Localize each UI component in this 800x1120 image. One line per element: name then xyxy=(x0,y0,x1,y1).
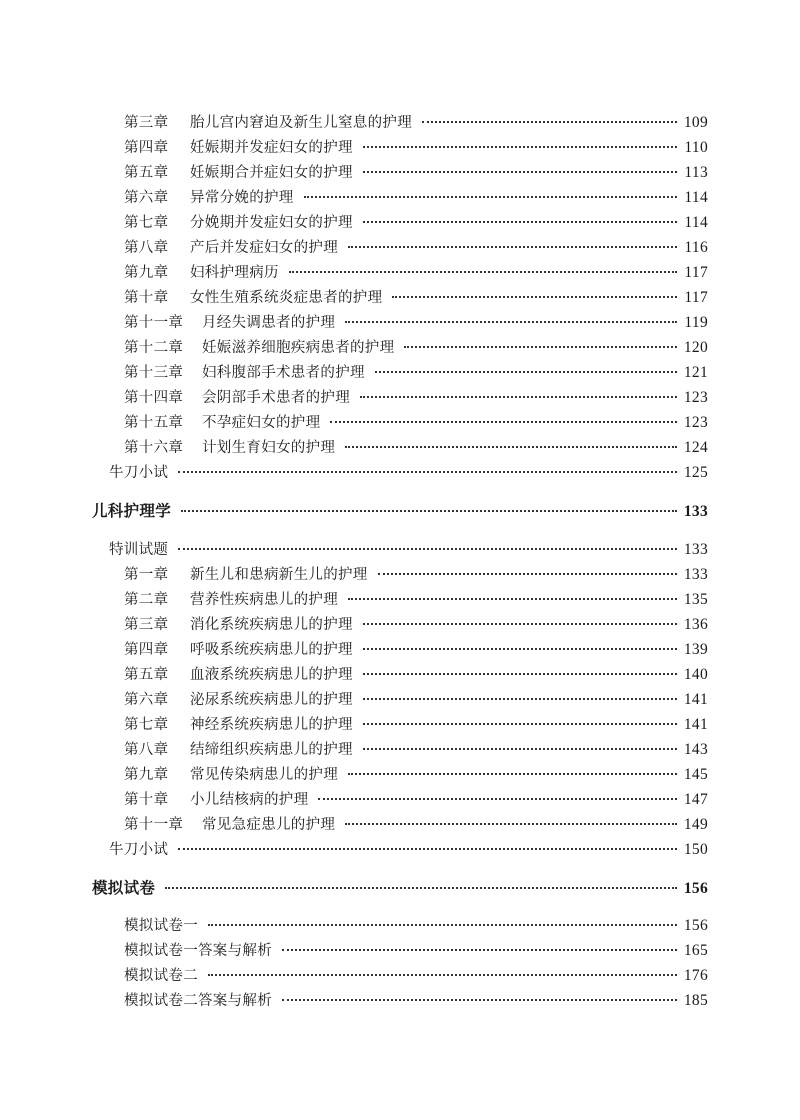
dot-leader xyxy=(348,246,677,248)
dot-leader xyxy=(282,999,677,1001)
toc-entry[interactable] xyxy=(124,212,708,234)
toc-entry[interactable] xyxy=(124,764,708,786)
chapter-number: 第四章 xyxy=(124,140,169,156)
chapter-number: 第十一章 xyxy=(124,817,184,833)
chapter-title: 妇科护理病历 xyxy=(190,265,279,281)
dot-leader xyxy=(304,196,678,198)
dot-leader xyxy=(363,673,677,675)
chapter-number: 第十五章 xyxy=(124,415,184,431)
toc-entry[interactable] xyxy=(124,739,708,761)
page-number: 120 xyxy=(683,339,708,356)
section-title: 儿科护理学 xyxy=(92,502,172,520)
chapter-title: 常见急症患儿的护理 xyxy=(202,817,336,833)
dot-leader xyxy=(363,648,677,650)
page-number: 156 xyxy=(683,917,708,934)
section-title: 模拟试卷 xyxy=(92,879,156,897)
page-number: 140 xyxy=(683,666,708,683)
toc-entry[interactable] xyxy=(124,614,708,636)
toc-entry-practice-test[interactable] xyxy=(109,462,708,484)
chapter-number: 第四章 xyxy=(124,642,169,658)
toc-entry[interactable] xyxy=(124,312,708,334)
page-number: 149 xyxy=(683,816,708,833)
toc-entry[interactable] xyxy=(124,589,708,611)
page-number: 109 xyxy=(683,114,708,131)
dot-leader xyxy=(318,798,676,800)
dot-leader xyxy=(360,396,677,398)
toc-entry[interactable] xyxy=(124,437,708,459)
chapter-number: 第十六章 xyxy=(124,440,184,456)
dot-leader xyxy=(178,471,677,473)
page-number: 156 xyxy=(683,880,708,897)
chapter-title: 呼吸系统疾病患儿的护理 xyxy=(190,642,353,658)
page-number: 143 xyxy=(683,741,708,758)
page-number: 147 xyxy=(683,791,708,808)
toc-entry[interactable] xyxy=(124,789,708,811)
page-number: 124 xyxy=(683,439,708,456)
entry-title: 特训试题 xyxy=(109,542,169,558)
chapter-number: 第十三章 xyxy=(124,365,184,381)
chapter-number: 第八章 xyxy=(124,742,169,758)
toc-entry[interactable] xyxy=(124,187,708,209)
toc-entry[interactable] xyxy=(124,337,708,359)
page-number: 139 xyxy=(683,641,708,658)
chapter-title: 月经失调患者的护理 xyxy=(202,315,336,331)
chapter-title: 不孕症妇女的护理 xyxy=(202,415,321,431)
page-number: 114 xyxy=(684,189,708,206)
toc-entry-practice-test[interactable] xyxy=(109,839,708,861)
page-number: 135 xyxy=(683,591,708,608)
chapter-number: 第八章 xyxy=(124,240,169,256)
chapter-number: 第十章 xyxy=(124,290,169,306)
toc-entry[interactable] xyxy=(124,814,708,836)
dot-leader xyxy=(363,623,677,625)
chapter-title: 胎儿宫内窘迫及新生儿窒息的护理 xyxy=(190,115,412,131)
dot-leader xyxy=(404,346,676,348)
dot-leader xyxy=(165,887,677,889)
entry-title: 牛刀小试 xyxy=(109,465,169,481)
dot-leader xyxy=(345,321,677,323)
dot-leader xyxy=(422,121,677,123)
dot-leader xyxy=(348,773,677,775)
page-number: 133 xyxy=(683,541,708,558)
page-number: 113 xyxy=(684,164,708,181)
chapter-title: 营养性疾病患儿的护理 xyxy=(190,592,338,608)
page-number: 185 xyxy=(683,992,708,1009)
chapter-title: 妊娠期合并症妇女的护理 xyxy=(190,165,353,181)
toc-entry[interactable] xyxy=(124,564,708,586)
chapter-number: 第六章 xyxy=(124,692,169,708)
entry-title: 模拟试卷二 xyxy=(124,968,198,984)
toc-section-heading[interactable] xyxy=(92,500,708,522)
page-number: 136 xyxy=(683,616,708,633)
chapter-title: 女性生殖系统炎症患者的护理 xyxy=(190,290,383,306)
dot-leader xyxy=(363,723,677,725)
chapter-title: 神经系统疾病患儿的护理 xyxy=(190,717,353,733)
toc-entry[interactable] xyxy=(124,262,708,284)
entry-title: 模拟试卷一答案与解析 xyxy=(124,943,272,959)
entry-title: 模拟试卷一 xyxy=(124,918,198,934)
toc-entry[interactable] xyxy=(124,237,708,259)
chapter-number: 第七章 xyxy=(124,215,169,231)
toc-entry-mock-exam[interactable] xyxy=(124,965,708,987)
chapter-title: 妇科腹部手术患者的护理 xyxy=(202,365,365,381)
page-number: 125 xyxy=(683,464,708,481)
page-number: 141 xyxy=(683,691,708,708)
chapter-number: 第五章 xyxy=(124,165,169,181)
entry-title: 牛刀小试 xyxy=(109,842,169,858)
toc-entry[interactable] xyxy=(124,362,708,384)
dot-leader xyxy=(363,221,678,223)
page-number: 123 xyxy=(683,414,708,431)
dot-leader xyxy=(392,296,677,298)
chapter-number: 第六章 xyxy=(124,190,169,206)
page-number: 119 xyxy=(684,314,708,331)
chapter-title: 结缔组织疾病患儿的护理 xyxy=(190,742,353,758)
dot-leader xyxy=(363,146,678,148)
toc-entry-mock-exam[interactable] xyxy=(124,915,708,937)
chapter-title: 异常分娩的护理 xyxy=(190,190,294,206)
page-number: 176 xyxy=(683,967,708,984)
dot-leader xyxy=(330,421,676,423)
toc-entry[interactable] xyxy=(124,287,708,309)
chapter-number: 第九章 xyxy=(124,767,169,783)
page-number: 123 xyxy=(683,389,708,406)
chapter-title: 妊娠滋养细胞疾病患者的护理 xyxy=(202,340,395,356)
page-number: 133 xyxy=(683,566,708,583)
dot-leader xyxy=(208,924,677,926)
toc-entry[interactable] xyxy=(124,689,708,711)
dot-leader xyxy=(345,823,677,825)
chapter-number: 第一章 xyxy=(124,567,169,583)
toc-entry[interactable] xyxy=(124,664,708,686)
chapter-number: 第十章 xyxy=(124,792,169,808)
toc-entry[interactable] xyxy=(124,387,708,409)
chapter-number: 第十一章 xyxy=(124,315,184,331)
dot-leader xyxy=(181,510,677,512)
chapter-number: 第二章 xyxy=(124,592,169,608)
toc-section-heading[interactable] xyxy=(92,877,708,899)
chapter-number: 第九章 xyxy=(124,265,169,281)
chapter-title: 小儿结核病的护理 xyxy=(190,792,309,808)
dot-leader xyxy=(345,446,677,448)
chapter-title: 计划生育妇女的护理 xyxy=(202,440,336,456)
chapter-title: 妊娠期并发症妇女的护理 xyxy=(190,140,353,156)
chapter-title: 常见传染病患儿的护理 xyxy=(190,767,338,783)
chapter-title: 会阴部手术患者的护理 xyxy=(202,390,350,406)
dot-leader xyxy=(363,698,677,700)
dot-leader xyxy=(378,573,677,575)
chapter-number: 第五章 xyxy=(124,667,169,683)
chapter-title: 分娩期并发症妇女的护理 xyxy=(190,215,353,231)
chapter-title: 消化系统疾病患儿的护理 xyxy=(190,617,353,633)
dot-leader xyxy=(375,371,677,373)
chapter-title: 泌尿系统疾病患儿的护理 xyxy=(190,692,353,708)
toc-entry[interactable] xyxy=(124,137,708,159)
entry-title: 模拟试卷二答案与解析 xyxy=(124,993,272,1009)
dot-leader xyxy=(289,271,678,273)
page-number: 165 xyxy=(683,942,708,959)
dot-leader xyxy=(178,548,677,550)
toc-entry[interactable] xyxy=(124,412,708,434)
toc-entry-training[interactable] xyxy=(109,539,708,561)
toc-entry[interactable] xyxy=(124,162,708,184)
page-number: 117 xyxy=(684,289,708,306)
toc-entry[interactable] xyxy=(124,112,708,134)
page-number: 133 xyxy=(683,503,708,520)
toc-entry-mock-exam[interactable] xyxy=(124,990,708,1012)
page-number: 114 xyxy=(684,214,708,231)
dot-leader xyxy=(348,598,677,600)
chapter-title: 新生儿和患病新生儿的护理 xyxy=(190,567,368,583)
dot-leader xyxy=(208,974,677,976)
page-number: 141 xyxy=(683,716,708,733)
dot-leader xyxy=(282,949,677,951)
chapter-title: 血液系统疾病患儿的护理 xyxy=(190,667,353,683)
page-number: 117 xyxy=(684,264,708,281)
page-number: 116 xyxy=(684,239,708,256)
dot-leader xyxy=(363,748,677,750)
chapter-number: 第三章 xyxy=(124,115,169,131)
page-number: 121 xyxy=(683,364,708,381)
toc-entry[interactable] xyxy=(124,639,708,661)
page-number: 110 xyxy=(684,139,708,156)
toc-entry-mock-exam[interactable] xyxy=(124,940,708,962)
chapter-title: 产后并发症妇女的护理 xyxy=(190,240,338,256)
dot-leader xyxy=(178,848,677,850)
dot-leader xyxy=(363,171,678,173)
page-number: 145 xyxy=(683,766,708,783)
chapter-number: 第十四章 xyxy=(124,390,184,406)
chapter-number: 第三章 xyxy=(124,617,169,633)
toc-entry[interactable] xyxy=(124,714,708,736)
page-number: 150 xyxy=(683,841,708,858)
chapter-number: 第十二章 xyxy=(124,340,184,356)
chapter-number: 第七章 xyxy=(124,717,169,733)
